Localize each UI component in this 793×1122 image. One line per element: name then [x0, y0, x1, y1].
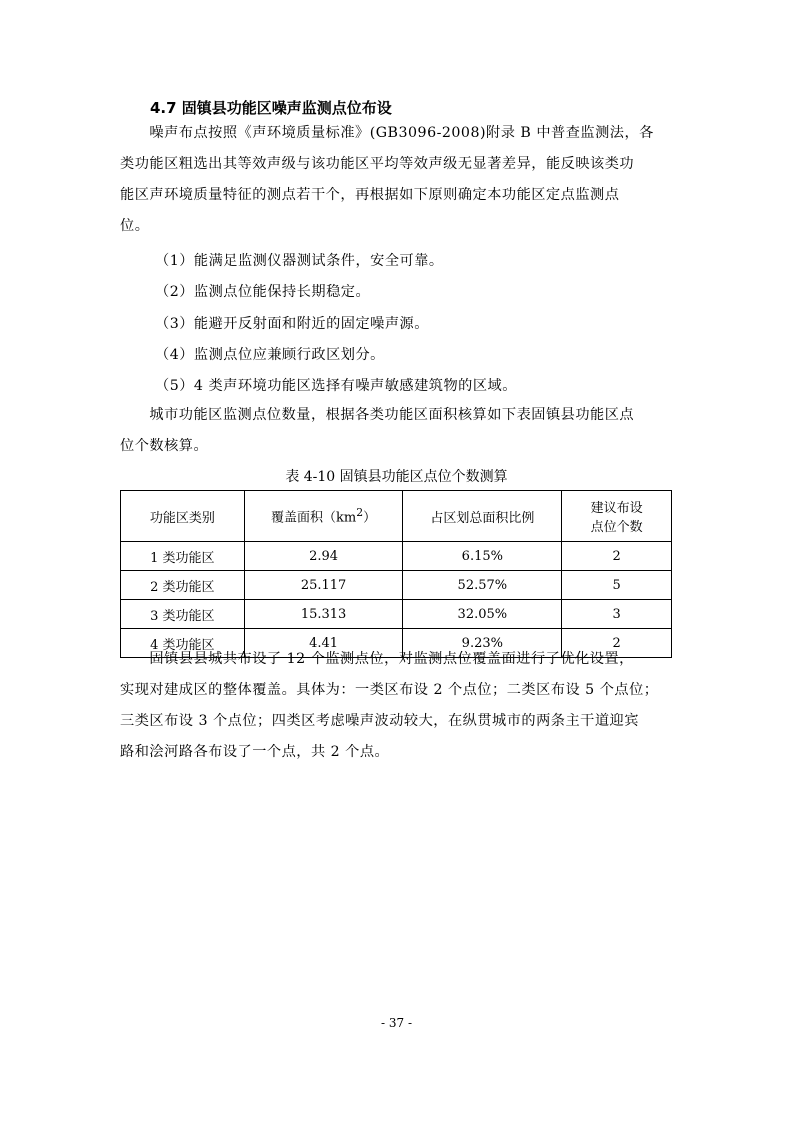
- summary-paragraph: [120, 644, 672, 768]
- principle-3: （3）能避开反射面和附近的固定噪声源。: [155, 316, 429, 332]
- table-caption: 表 4-10 固镇县功能区点位个数测算: [285, 469, 508, 485]
- zone-points-table: [120, 490, 672, 658]
- cell-zone: 4 类功能区: [121, 629, 245, 658]
- header-area: [244, 491, 403, 542]
- cell-zone: 2 类功能区: [121, 571, 245, 600]
- header-area-prefix: 覆盖面积（km: [271, 510, 357, 526]
- header-area-sup: 2: [356, 506, 364, 520]
- cell-points: 5: [562, 571, 672, 600]
- cell-zone: 1 类功能区: [121, 542, 245, 571]
- principle-5: （5）4 类声环境功能区选择有噪声敏感建筑物的区域。: [155, 378, 517, 394]
- header-points: [562, 491, 672, 542]
- intro-line: 噪声布点按照《声环境质量标准》(GB3096-2008)附录 B 中普查监测法，各: [120, 125, 654, 141]
- table-row: [121, 571, 672, 600]
- summary-line: 实现对建成区的整体覆盖。具体为：一类区布设 2 个点位；二类区布设 5 个点位；: [120, 682, 659, 698]
- summary-line: 固镇县县城共布设了 12 个监测点位，对监测点位覆盖面进行了优化设置，: [120, 651, 634, 667]
- header-points-line2: 点位个数: [590, 520, 643, 535]
- section-heading: 4.7 固镇县功能区噪声监测点位布设: [150, 99, 392, 117]
- cell-ratio: 9.23%: [403, 629, 562, 658]
- calc-line: 城市功能区监测点位数量，根据各类功能区面积核算如下表固镇县功能区点: [120, 407, 635, 423]
- page-number: - 37 -: [380, 1016, 412, 1030]
- table-row: [121, 600, 672, 629]
- header-area-suffix: ）: [363, 510, 377, 526]
- cell-ratio: 6.15%: [403, 542, 562, 571]
- cell-ratio: 52.57%: [403, 571, 562, 600]
- summary-line: 路和浍河路各布设了一个点，共 2 个点。: [120, 744, 390, 760]
- table-row: [121, 542, 672, 571]
- cell-zone: 3 类功能区: [121, 600, 245, 629]
- intro-paragraph: [120, 118, 672, 242]
- intro-line: 能区声环境质量特征的测点若干个，再根据如下原则确定本功能区定点监测点: [120, 187, 620, 203]
- principle-1: （1）能满足监测仪器测试条件，安全可靠。: [155, 253, 444, 269]
- table-header-row: [121, 491, 672, 542]
- principle-4: （4）监测点位应兼顾行政区划分。: [155, 347, 385, 363]
- cell-points: 2: [562, 542, 672, 571]
- cell-points: 3: [562, 600, 672, 629]
- header-zone: 功能区类别: [121, 491, 245, 542]
- principle-2: （2）监测点位能保持长期稳定。: [155, 284, 371, 300]
- cell-area: 4.41: [244, 629, 403, 658]
- calc-line: 位个数核算。: [120, 438, 209, 454]
- intro-line: 位。: [120, 218, 150, 234]
- intro-line: 类功能区粗选出其等效声级与该功能区平均等效声级无显著差异，能反映该类功: [120, 156, 635, 172]
- summary-line: 三类区布设 3 个点位；四类区考虑噪声波动较大，在纵贯城市的两条主干道迎宾: [120, 713, 639, 729]
- cell-area: 25.117: [244, 571, 403, 600]
- header-points-line1: 建议布设: [590, 501, 643, 516]
- calc-paragraph: [120, 400, 672, 462]
- cell-area: 15.313: [244, 600, 403, 629]
- header-ratio: 占区划总面积比例: [403, 491, 562, 542]
- cell-area: 2.94: [244, 542, 403, 571]
- cell-ratio: 32.05%: [403, 600, 562, 629]
- cell-points: 2: [562, 629, 672, 658]
